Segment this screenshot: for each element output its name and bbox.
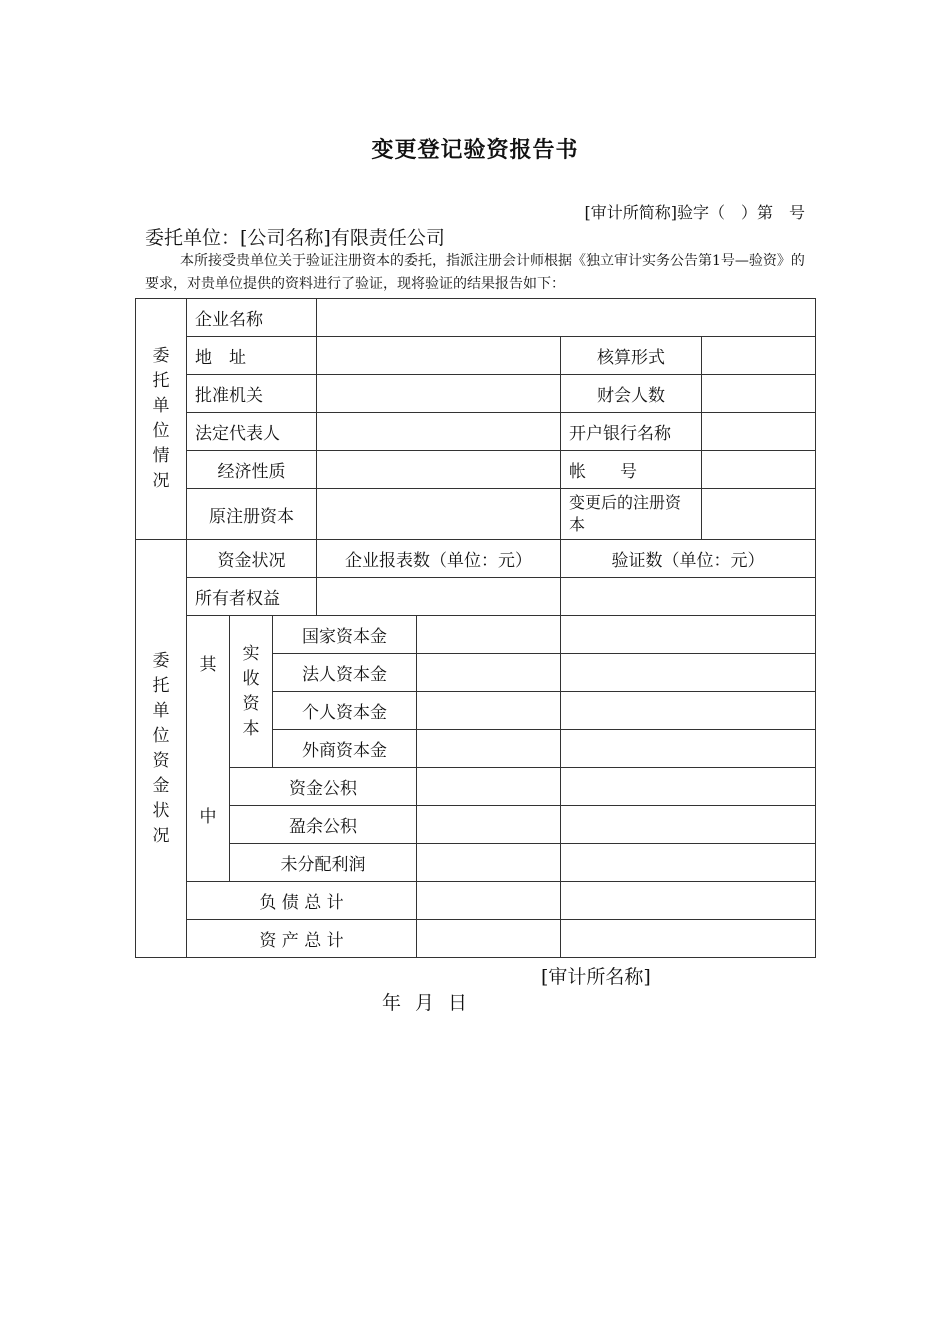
approval-authority-value[interactable] xyxy=(317,375,561,413)
address-value[interactable] xyxy=(317,337,561,375)
paid-in-capital-label: 实 收 资 本 xyxy=(230,616,273,768)
surplus-reserve-reported[interactable] xyxy=(417,806,561,844)
verified-column-header: 验证数（单位：元） xyxy=(561,540,816,578)
intro-paragraph: 本所接受贵单位关于验证注册资本的委托，指派注册会计师根据《独立审计实务公告第1号—验资》的要求，对贵单位提供的资料进行了验证，现将验证的结果报告如下： xyxy=(145,253,805,292)
total-assets-reported[interactable] xyxy=(417,920,561,958)
individual-capital-verified[interactable] xyxy=(561,692,816,730)
total-assets-label: 资 产 总 计 xyxy=(187,920,417,958)
capital-reserve-verified[interactable] xyxy=(561,768,816,806)
orig-capital-value[interactable] xyxy=(317,489,561,540)
surplus-reserve-label: 盈余公积 xyxy=(230,806,417,844)
legal-person-capital-verified[interactable] xyxy=(561,654,816,692)
account-no-value[interactable] xyxy=(702,451,816,489)
undistributed-profit-label: 未分配利润 xyxy=(230,844,417,882)
firm-signature: [审计所名称] xyxy=(541,966,651,988)
date-day: 日 xyxy=(448,992,468,1014)
legal-person-capital-label: 法人资本金 xyxy=(273,654,417,692)
surplus-reserve-verified[interactable] xyxy=(561,806,816,844)
total-assets-verified[interactable] xyxy=(561,920,816,958)
state-capital-reported[interactable] xyxy=(417,616,561,654)
legal-rep-label: 法定代表人 xyxy=(187,413,317,451)
section2-label: 委 托 单 位 资 金 状 况 xyxy=(136,540,187,958)
report-date xyxy=(382,988,481,1015)
page-title: 变更登记验资报告书 xyxy=(371,137,579,163)
owners-equity-reported[interactable] xyxy=(317,578,561,616)
individual-capital-reported[interactable] xyxy=(417,692,561,730)
client-line: 委托单位：[公司名称]有限责任公司 xyxy=(145,227,445,249)
economic-nature-value[interactable] xyxy=(317,451,561,489)
fund-status-label: 资金状况 xyxy=(187,540,317,578)
finance-staff-value[interactable] xyxy=(702,375,816,413)
company-name-label: 企业名称 xyxy=(187,299,317,337)
new-capital-value[interactable] xyxy=(702,489,816,540)
undistributed-profit-reported[interactable] xyxy=(417,844,561,882)
legal-person-capital-reported[interactable] xyxy=(417,654,561,692)
document-number: [审计所简称]验字（ ）第 号 xyxy=(584,203,805,222)
date-month: 月 xyxy=(415,992,435,1014)
orig-capital-label: 原注册资本 xyxy=(187,489,317,540)
foreign-capital-label: 外商资本金 xyxy=(273,730,417,768)
company-name-value[interactable] xyxy=(317,299,816,337)
among-label: 其 中 xyxy=(187,616,230,882)
state-capital-label: 国家资本金 xyxy=(273,616,417,654)
state-capital-verified[interactable] xyxy=(561,616,816,654)
owners-equity-label: 所有者权益 xyxy=(187,578,317,616)
accounting-form-value[interactable] xyxy=(702,337,816,375)
date-year: 年 xyxy=(382,992,402,1014)
legal-rep-value[interactable] xyxy=(317,413,561,451)
owners-equity-verified[interactable] xyxy=(561,578,816,616)
approval-authority-label: 批准机关 xyxy=(187,375,317,413)
bank-name-value[interactable] xyxy=(702,413,816,451)
total-liabilities-reported[interactable] xyxy=(417,882,561,920)
accounting-form-label: 核算形式 xyxy=(561,337,702,375)
individual-capital-label: 个人资本金 xyxy=(273,692,417,730)
verification-table xyxy=(135,298,816,958)
bank-name-label: 开户银行名称 xyxy=(561,413,702,451)
capital-reserve-label: 资金公积 xyxy=(230,768,417,806)
undistributed-profit-verified[interactable] xyxy=(561,844,816,882)
foreign-capital-reported[interactable] xyxy=(417,730,561,768)
finance-staff-label: 财会人数 xyxy=(561,375,702,413)
total-liabilities-label: 负 债 总 计 xyxy=(187,882,417,920)
address-label: 地 址 xyxy=(187,337,317,375)
new-capital-label: 变更后的注册资本 xyxy=(561,489,702,540)
section1-label: 委 托 单 位 情 况 xyxy=(136,299,187,540)
economic-nature-label: 经济性质 xyxy=(187,451,317,489)
total-liabilities-verified[interactable] xyxy=(561,882,816,920)
account-no-label: 帐 号 xyxy=(561,451,702,489)
reported-column-header: 企业报表数（单位：元） xyxy=(317,540,561,578)
foreign-capital-verified[interactable] xyxy=(561,730,816,768)
capital-reserve-reported[interactable] xyxy=(417,768,561,806)
